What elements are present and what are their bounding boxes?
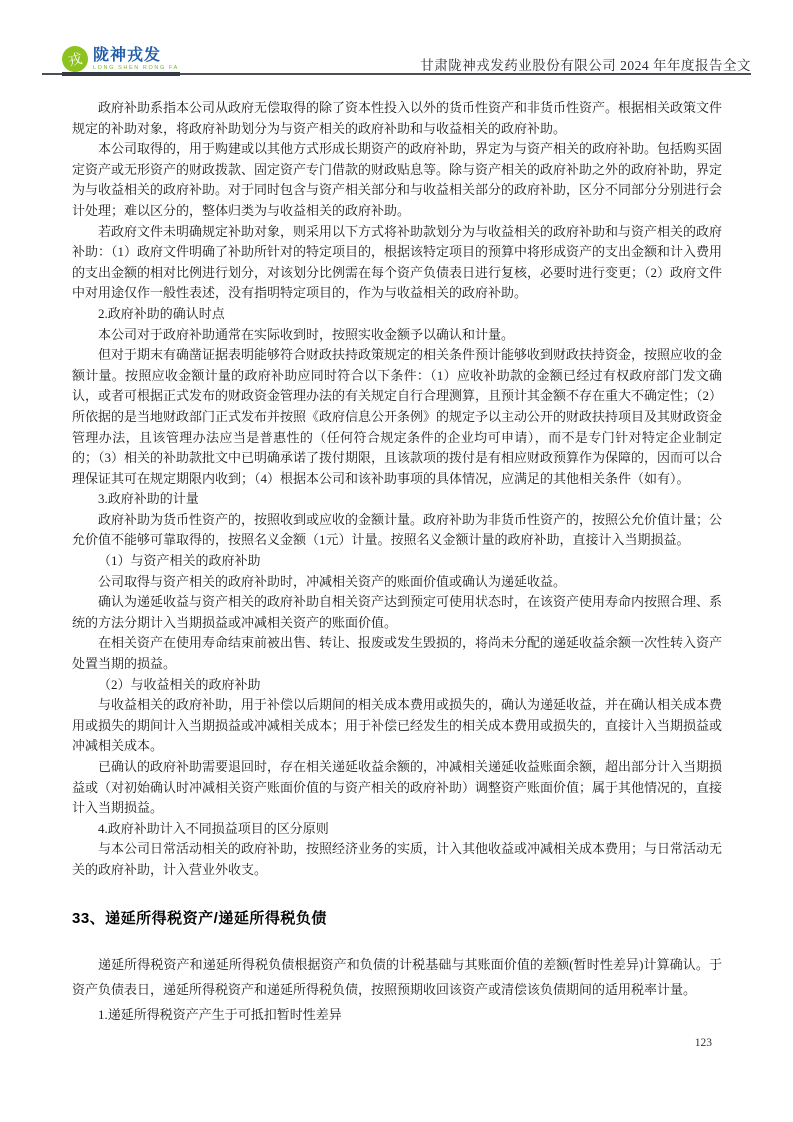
body-paragraph: 若政府文件未明确规定补助对象，则采用以下方式将补助款划分为与收益相关的政府补助和与资产相关的政府补助：（1）政府文件明确了补助所针对的特定项目的，根据该特定项目的预算中将形成资产的支出金额和计入费用的支出金额的相对比例进行划分，对该划分比例需在每个资产负债表日进行复核，必要时进行变更；（2）政府文件中对用途仅作一般性表述，没有指明特定项目的，作为与收益相关的政府补助。	[72, 223, 723, 301]
body-paragraph: 2.政府补助的确认时点	[98, 305, 225, 321]
body-paragraph: 与本公司日常活动相关的政府补助，按照经济业务的实质，计入其他收益或冲减相关成本费用；与日常活动无关的政府补助，计入营业外收支。	[72, 841, 723, 877]
page-header	[0, 0, 793, 76]
body-paragraph: 本公司对于政府补助通常在实际收到时，按照实收金额予以确认和计量。	[98, 326, 515, 342]
section-paragraph: 递延所得税资产和递延所得税负债根据资产和负债的计税基础与其账面价值的差额(暂时性差异)计算确认。于资产负债表日，递延所得税资产和递延所得税负债，按照预期收回该资产或清偿该负债期间的适用税率计量。	[72, 956, 722, 997]
logo-wordmark	[93, 46, 179, 72]
body-paragraph: 4.政府补助计入不同损益项目的区分原则	[98, 820, 329, 836]
svg-text:戎: 戎	[66, 50, 84, 69]
body-paragraph: 确认为递延收益与资产相关的政府补助自相关资产达到预定可使用状态时，在该资产使用寿命内按照合理、系统的方法分期计入当期损益或冲减相关资产的账面价值。	[72, 594, 723, 630]
body-paragraph: 在相关资产在使用寿命结束前被出售、转让、报废或发生毁损的，将尚未分配的递延收益余额一次性转入资产处置当期的损益。	[72, 635, 723, 672]
logo-brand-en: LONG SHEN RONG FA	[93, 65, 179, 71]
section-heading-deferred-tax: 33、递延所得税资产/递延所得税负债	[72, 909, 327, 927]
logo-underline	[62, 72, 180, 76]
body-paragraph: 政府补助为货币性资产的，按照收到或应收的金额计量。政府补助为非货币性资产的，按照公允价值计量；公允价值不能够可靠取得的，按照名义金额（1元）计量。按照名义金额计量的政府补助，直接计入当期损益。	[72, 511, 723, 548]
body-paragraph: （2）与收益相关的政府补助	[98, 676, 261, 692]
document-body	[72, 98, 722, 1027]
body-paragraph: （1）与资产相关的政府补助	[98, 553, 261, 569]
logo-icon	[62, 46, 88, 72]
report-title: 甘肃陇神戎发药业股份有限公司 2024 年年度报告全文	[420, 58, 751, 73]
logo-brand-cn: 陇神戎发	[93, 47, 162, 64]
body-paragraph: 但对于期末有确凿证据表明能够符合财政扶持政策规定的相关条件预计能够收到财政扶持资金，按照应收的金额计量。按照应收金额计量的政府补助应同时符合以下条件：（1）应收补助款的金额已经过有权政府部门发文确认，或者可根据正式发布的财政资金管理办法的有关规定自行合理测算，且预计其金额不存在重大不确定性；（2）所依据的是当地财政部门正式发布并按照《政府信息公开条例》的规定予以主动公开的财政扶持项目及其财政资金管理办法，且该管理办法应当是普惠性的（任何符合规定条件的企业均可申请），而不是专门针对特定企业制定的；（3）相关的补助款批文中已明确承诺了拨付期限，且该款项的拨付是有相应财政预算作为保障的，因而可以合理保证其可在规定期限内收到；（4）根据本公司和该补助事项的具体情况，应满足的其他相关条件（如有）。	[72, 347, 723, 486]
deferred-tax-policy-text	[72, 952, 722, 1027]
section-paragraph: 1.递延所得税资产产生于可抵扣暂时性差异	[98, 1006, 342, 1022]
government-subsidy-policy-text	[72, 98, 722, 881]
body-paragraph: 已确认的政府补助需要退回时，存在相关递延收益余额的，冲减相关递延收益账面余额，超出部分计入当期损益或（对初始确认时冲减相关资产账面价值的与资产相关的政府补助）调整资产账面价值；属于其他情况的，直接计入当期损益。	[72, 759, 723, 816]
body-paragraph: 政府补助系指本公司从政府无偿取得的除了资本性投入以外的货币性资产和非货币性资产。根据相关政策文件规定的补助对象，将政府补助划分为与资产相关的政府补助和与收益相关的政府补助。	[72, 100, 723, 136]
body-paragraph: 与收益相关的政府补助，用于补偿以后期间的相关成本费用或损失的，确认为递延收益，并在确认相关成本费用或损失的期间计入当期损益或冲减相关成本；用于补偿已经发生的相关成本费用或损失的，直接计入当期损益或冲减相关成本。	[72, 697, 723, 754]
body-paragraph: 本公司取得的，用于购建或以其他方式形成长期资产的政府补助，界定为与资产相关的政府补助。包括购买固定资产或无形资产的财政拨款、固定资产专门借款的财政贴息等。除与资产相关的政府补助之外的政府补助，界定为与收益相关的政府补助。对于同时包含与资产相关部分和与收益相关部分的政府补助，区分不同部分分别进行会计处理；难以区分的，整体归类为与收益相关的政府补助。	[72, 141, 723, 218]
body-paragraph: 3.政府补助的计量	[98, 491, 199, 507]
page-number: 123	[694, 1037, 712, 1049]
body-paragraph: 公司取得与资产相关的政府补助时，冲减相关资产的账面价值或确认为递延收益。	[98, 573, 567, 589]
company-logo	[62, 46, 179, 72]
